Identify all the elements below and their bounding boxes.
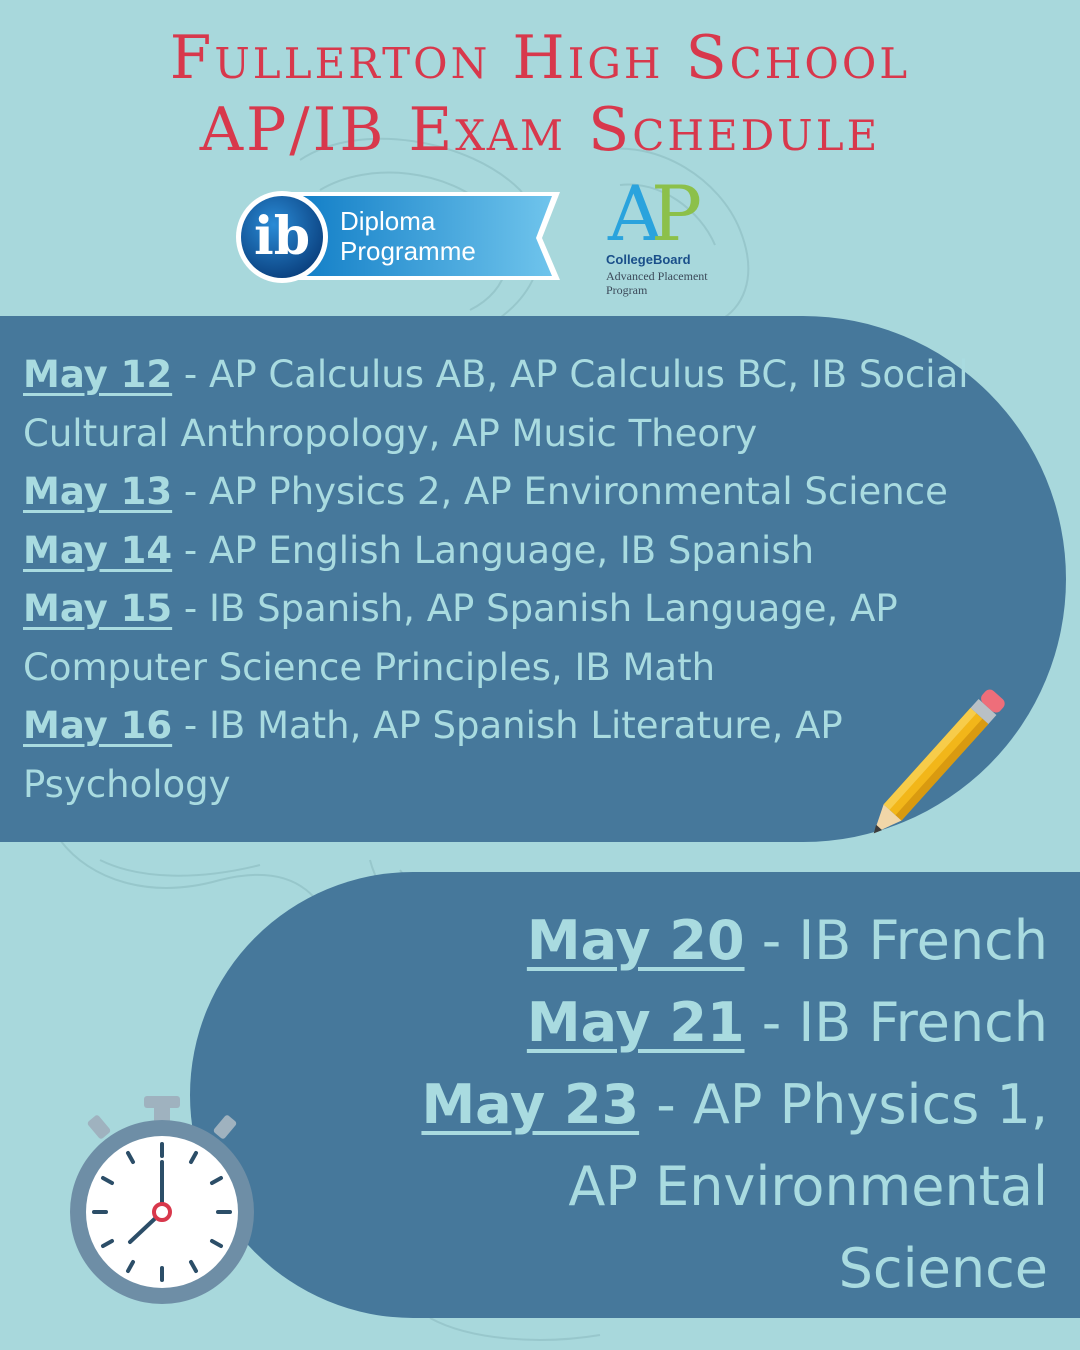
pencil-icon <box>840 670 1035 855</box>
ib-logo-line2: Programme <box>340 236 476 266</box>
exam-list: - AP Physics 1, AP Environmental Science <box>568 1073 1048 1300</box>
ib-logo-line1: Diploma <box>340 206 436 236</box>
exam-list: - AP Physics 2, AP Environmental Science <box>172 470 948 513</box>
exam-date: May 16 <box>23 704 173 747</box>
schedule-entry <box>368 900 1048 982</box>
ap-mark: AP <box>608 169 691 258</box>
schedule-entry <box>23 522 1033 581</box>
schedule-entry <box>368 982 1048 1064</box>
week2-schedule <box>368 900 1048 1310</box>
stopwatch-icon <box>62 1090 262 1310</box>
exam-date: May 21 <box>526 991 745 1054</box>
exam-date: May 23 <box>421 1073 640 1136</box>
exam-list: - AP English Language, IB Spanish <box>172 528 815 572</box>
ap-logo-line1: Advanced Placement <box>606 269 708 283</box>
schedule-entry <box>368 1064 1048 1310</box>
exam-list: - IB Spanish, AP Spanish Language, AP Computer Science Principles, IB Math <box>23 587 898 689</box>
exam-list: - AP Calculus AB, AP Calculus BC, IB Social Cultural Anthropology, AP Music Theory <box>23 353 969 455</box>
exam-list: - IB Math, AP Spanish Literature, AP Psychology <box>23 704 843 806</box>
ap-logo-line2: Program <box>606 283 648 297</box>
ap-collegeboard-logo <box>598 169 738 300</box>
exam-date: May 12 <box>23 353 173 396</box>
schedule-entry <box>23 346 1033 463</box>
exam-date: May 14 <box>23 528 173 572</box>
exam-list: - IB French <box>744 991 1048 1054</box>
ap-logo-org: CollegeBoard <box>606 252 691 267</box>
exam-date: May 13 <box>23 470 173 513</box>
school-title: Fullerton High School <box>169 23 911 93</box>
schedule-entry <box>23 463 1033 522</box>
exam-date: May 20 <box>526 909 745 972</box>
schedule-title: AP/IB Exam Schedule <box>199 95 881 165</box>
ib-diploma-logo <box>234 190 564 285</box>
exam-date: May 15 <box>23 587 173 630</box>
ib-mark: ib <box>253 206 311 267</box>
exam-list: - IB French <box>744 909 1048 972</box>
